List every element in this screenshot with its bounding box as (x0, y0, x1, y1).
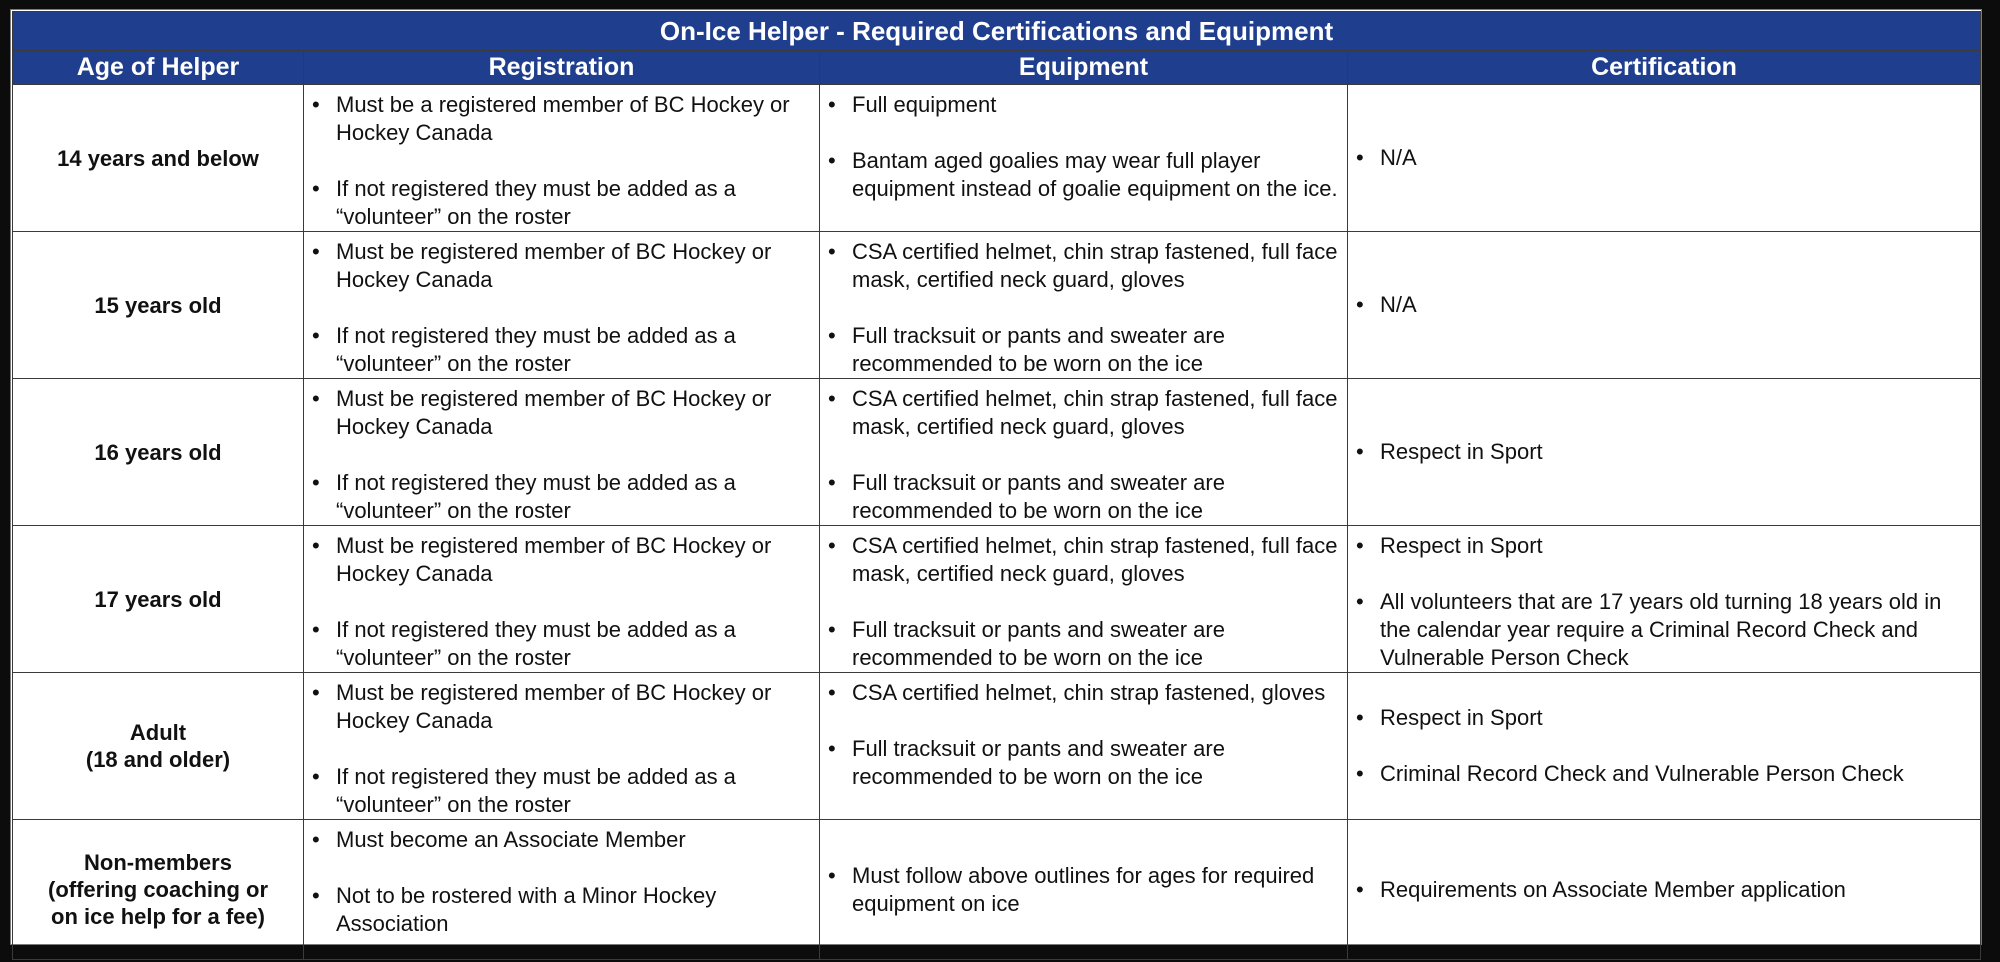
equipment-item: • CSA certified helmet, chin strap fastened, gloves (826, 679, 1339, 707)
age-cell (13, 379, 304, 526)
equipment-item: • CSA certified helmet, chin strap fastened, full face mask, certified neck guard, gloves (826, 385, 1339, 441)
age-sublabel: (18 and older) (85, 747, 231, 772)
certification-item: • Respect in Sport (1354, 704, 1972, 732)
age-cell (13, 820, 304, 960)
equipment-item: • Full equipment (826, 91, 1339, 119)
certification-cell (1348, 232, 1981, 379)
equipment-cell (820, 820, 1348, 960)
certification-cell (1348, 820, 1981, 960)
table-row (13, 820, 1981, 960)
certification-cell (1348, 673, 1981, 820)
equipment-item: • Bantam aged goalies may wear full player equipment instead of goalie equipment on the ice. (826, 147, 1339, 203)
registration-cell (304, 379, 820, 526)
title-row (13, 12, 1981, 51)
age-cell (13, 673, 304, 820)
column-header-age: Age of Helper (13, 51, 304, 85)
registration-item: • If not registered they must be added as a “volunteer” on the roster (310, 322, 811, 378)
equipment-item: • Full tracksuit or pants and sweater are recommended to be worn on the ice (826, 735, 1339, 791)
age-cell (13, 232, 304, 379)
registration-cell (304, 820, 820, 960)
table-row (13, 673, 1981, 820)
registration-item: • If not registered they must be added as a “volunteer” on the roster (310, 616, 811, 672)
certification-item: • N/A (1354, 144, 1972, 172)
column-header-row (13, 51, 1981, 85)
column-header-certification: Certification (1348, 51, 1981, 85)
certification-cell (1348, 379, 1981, 526)
registration-cell (304, 85, 820, 232)
age-cell (13, 526, 304, 673)
registration-item: • Must be a registered member of BC Hockey or Hockey Canada (310, 91, 811, 147)
certification-item: • Respect in Sport (1354, 438, 1972, 466)
certification-item: • Requirements on Associate Member application (1354, 876, 1972, 904)
age-sublabel: (offering coaching or (48, 877, 268, 902)
requirements-table (12, 11, 1981, 960)
equipment-cell (820, 232, 1348, 379)
table-row (13, 232, 1981, 379)
certification-item: • N/A (1354, 291, 1972, 319)
age-sublabel: on ice help for a fee) (51, 904, 265, 929)
registration-item: • Must become an Associate Member (310, 826, 811, 854)
registration-item: • If not registered they must be added as a “volunteer” on the roster (310, 763, 811, 819)
column-header-registration: Registration (304, 51, 820, 85)
equipment-item: • Full tracksuit or pants and sweater are recommended to be worn on the ice (826, 469, 1339, 525)
equipment-cell (820, 526, 1348, 673)
certification-cell (1348, 526, 1981, 673)
registration-cell (304, 673, 820, 820)
equipment-item: • Must follow above outlines for ages for required equipment on ice (826, 862, 1339, 918)
equipment-item: • CSA certified helmet, chin strap fastened, full face mask, certified neck guard, gloves (826, 532, 1339, 588)
registration-item: • Not to be rostered with a Minor Hockey Association (310, 882, 811, 938)
equipment-item: • Full tracksuit or pants and sweater are recommended to be worn on the ice (826, 322, 1339, 378)
registration-item: • If not registered they must be added as a “volunteer” on the roster (310, 469, 811, 525)
equipment-cell (820, 85, 1348, 232)
registration-cell (304, 526, 820, 673)
age-label: Non-members (84, 850, 232, 875)
table-row (13, 85, 1981, 232)
registration-item: • Must be registered member of BC Hockey or Hockey Canada (310, 532, 811, 588)
age-label: 15 years old (94, 292, 222, 318)
age-label: 17 years old (94, 586, 222, 612)
registration-item: • Must be registered member of BC Hockey or Hockey Canada (310, 238, 811, 294)
table-title: On-Ice Helper - Required Certifications and Equipment (13, 12, 1981, 51)
equipment-cell (820, 379, 1348, 526)
certification-item: • Respect in Sport (1354, 532, 1972, 560)
table-row (13, 379, 1981, 526)
certification-item: • All volunteers that are 17 years old turning 18 years old in the calendar year require a Criminal Record Check and Vulnerable Person Check (1354, 588, 1972, 672)
table-row (13, 526, 1981, 673)
age-label: 14 years and below (57, 145, 259, 171)
certification-item: • Criminal Record Check and Vulnerable Person Check (1354, 760, 1972, 788)
age-label: Adult (129, 720, 187, 745)
certification-requirements-sheet (10, 9, 1982, 945)
age-cell (13, 85, 304, 232)
registration-item: • Must be registered member of BC Hockey or Hockey Canada (310, 679, 811, 735)
equipment-item: • Full tracksuit or pants and sweater are recommended to be worn on the ice (826, 616, 1339, 672)
registration-item: • Must be registered member of BC Hockey or Hockey Canada (310, 385, 811, 441)
equipment-cell (820, 673, 1348, 820)
registration-cell (304, 232, 820, 379)
equipment-item: • CSA certified helmet, chin strap fastened, full face mask, certified neck guard, gloves (826, 238, 1339, 294)
column-header-equipment: Equipment (820, 51, 1348, 85)
certification-cell (1348, 85, 1981, 232)
registration-item: • If not registered they must be added as a “volunteer” on the roster (310, 175, 811, 231)
age-label: 16 years old (94, 439, 222, 465)
